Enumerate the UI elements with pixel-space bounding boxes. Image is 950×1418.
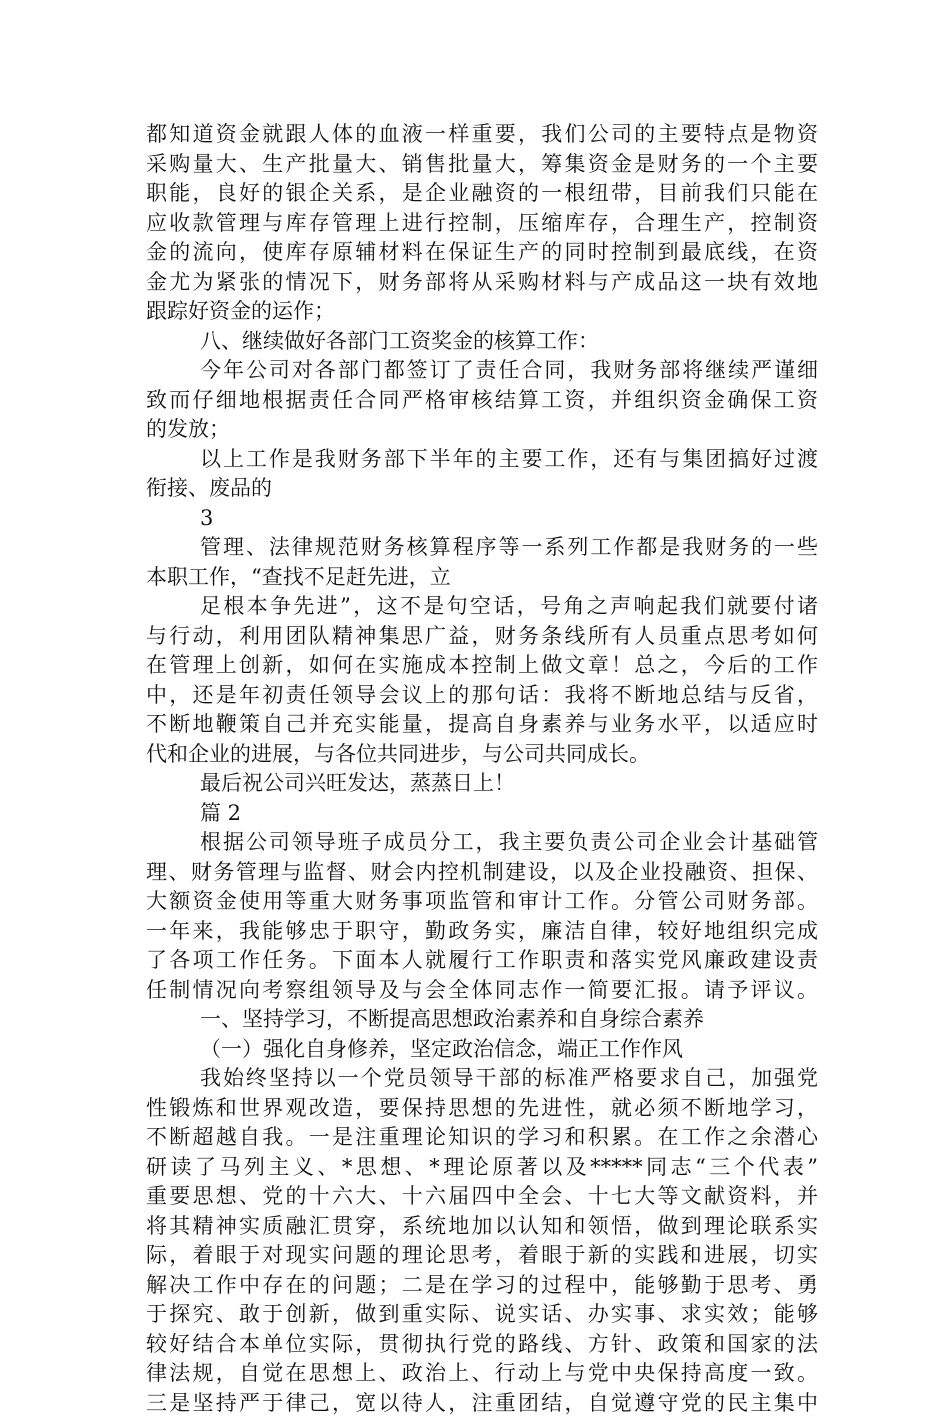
text-line: 根据公司领导班子成员分工，我主要负责公司企业会计基础管 xyxy=(146,828,818,858)
text-line: 衔接、废品的 xyxy=(146,474,818,504)
text-line: 在管理上创新，如何在实施成本控制上做文章！总之，今后的工作 xyxy=(146,651,818,681)
text-line: 研读了马列主义、*思想、*理论原著以及*****同志“三个代表” xyxy=(146,1153,818,1183)
text-line: 较好结合本单位实际，贯彻执行党的路线、方针、政策和国家的法 xyxy=(146,1330,818,1360)
text-line: 重要思想、党的十六大、十六届四中全会、十七大等文献资料，并 xyxy=(146,1182,818,1212)
text-line: 最后祝公司兴旺发达，蒸蒸日上！ xyxy=(146,769,818,799)
text-line: 不断地鞭策自己并充实能量，提高自身素养与业务水平，以适应时 xyxy=(146,710,818,740)
text-line: 足根本争先进”，这不是句空话，号角之声响起我们就要付诸 xyxy=(146,592,818,622)
text-line: 管理、法律规范财务核算程序等一系列工作都是我财务的一些 xyxy=(146,533,818,563)
text-line: 性锻炼和世界观改造，要保持思想的先进性，就必须不断地学习， xyxy=(146,1094,818,1124)
text-line: 将其精神实质融汇贯穿，系统地加以认知和领悟，做到理论联系实 xyxy=(146,1212,818,1242)
text-line: 解决工作中存在的问题；二是在学习的过程中，能够勤于思考、勇 xyxy=(146,1271,818,1301)
text-line: 跟踪好资金的运作； xyxy=(146,297,818,327)
text-line: 任制情况向考察组领导及与会全体同志作一简要汇报。请予评议。 xyxy=(146,976,818,1006)
text-line: 的发放； xyxy=(146,415,818,445)
text-line: 金的流向，使库存原辅材料在保证生产的同时控制到最底线，在资 xyxy=(146,238,818,268)
document-body xyxy=(146,120,818,1418)
text-line: 3 xyxy=(146,504,818,534)
text-line: 大额资金使用等重大财务事项监管和审计工作。分管公司财务部。 xyxy=(146,887,818,917)
text-line: 今年公司对各部门都签订了责任合同，我财务部将继续严谨细 xyxy=(146,356,818,386)
text-line: 一年来，我能够忠于职守，勤政务实，廉洁自律，较好地组织完成 xyxy=(146,917,818,947)
text-line: 中，还是年初责任领导会议上的那句话：我将不断地总结与反省， xyxy=(146,681,818,711)
text-line: 一、坚持学习，不断提高思想政治素养和自身综合素养 xyxy=(146,1005,818,1035)
text-line: （一）强化自身修养，坚定政治信念，端正工作作风 xyxy=(146,1035,818,1065)
text-line: 篇 2 xyxy=(146,799,818,829)
text-line: 本职工作，“查找不足赶先进，立 xyxy=(146,563,818,593)
text-line: 八、继续做好各部门工资奖金的核算工作： xyxy=(146,327,818,357)
text-line: 应收款管理与库存管理上进行控制，压缩库存，合理生产，控制资 xyxy=(146,209,818,239)
text-line: 理、财务管理与监督、财会内控机制建设，以及企业投融资、担保、 xyxy=(146,858,818,888)
text-line: 与行动，利用团队精神集思广益，财务条线所有人员重点思考如何 xyxy=(146,622,818,652)
text-line: 代和企业的进展，与各位共同进步，与公司共同成长。 xyxy=(146,740,818,770)
text-line: 际，着眼于对现实问题的理论思考，着眼于新的实践和进展，切实 xyxy=(146,1241,818,1271)
text-line: 以上工作是我财务部下半年的主要工作，还有与集团搞好过渡 xyxy=(146,445,818,475)
text-line: 都知道资金就跟人体的血液一样重要，我们公司的主要特点是物资 xyxy=(146,120,818,150)
text-line: 金尤为紧张的情况下，财务部将从采购材料与产成品这一块有效地 xyxy=(146,268,818,298)
text-line: 于探究、敢于创新，做到重实际、说实话、办实事、求实效；能够 xyxy=(146,1300,818,1330)
text-line: 律法规，自觉在思想上、政治上、行动上与党中央保持高度一致。 xyxy=(146,1359,818,1389)
text-line: 了各项工作任务。下面本人就履行工作职责和落实党风廉政建设责 xyxy=(146,946,818,976)
text-line: 三是坚持严于律己，宽以待人，注重团结，自觉遵守党的民主集中 xyxy=(146,1389,818,1418)
text-line: 致而仔细地根据责任合同严格审核结算工资，并组织资金确保工资 xyxy=(146,386,818,416)
text-line: 我始终坚持以一个党员领导干部的标准严格要求自己，加强党 xyxy=(146,1064,818,1094)
text-line: 采购量大、生产批量大、销售批量大，筹集资金是财务的一个主要 xyxy=(146,150,818,180)
text-line: 职能，良好的银企关系，是企业融资的一根纽带，目前我们只能在 xyxy=(146,179,818,209)
text-line: 不断超越自我。一是注重理论知识的学习和积累。在工作之余潜心 xyxy=(146,1123,818,1153)
